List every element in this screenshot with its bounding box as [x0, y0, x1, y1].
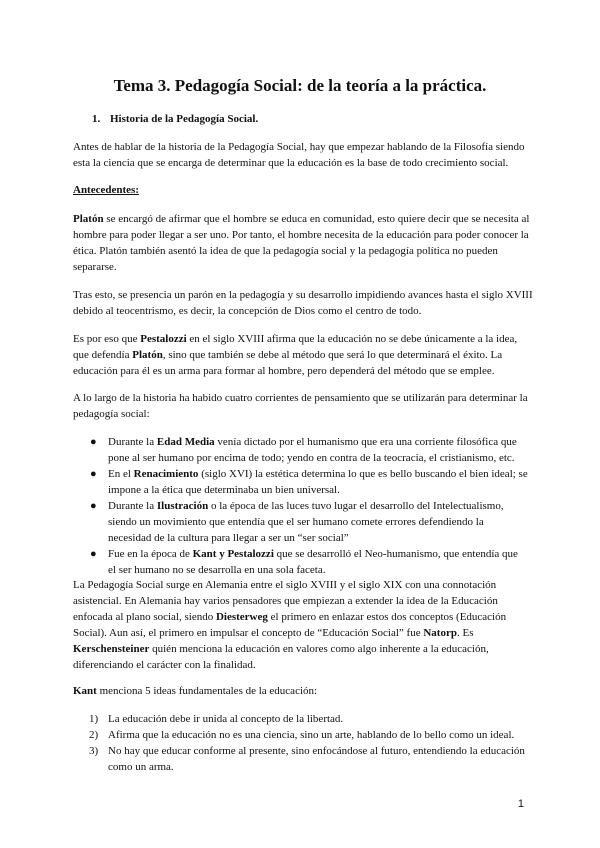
antecedentes-heading: Antecedentes:	[73, 184, 139, 196]
kant-name: Kant	[73, 685, 97, 697]
bullet-text: venía dictado por el humanismo que era una corriente filosófica que pone al ser humano por encima de todo; yendo en contra de la teocracia, el cristianismo, etc.	[108, 436, 517, 464]
list-item	[89, 743, 528, 775]
diesterweg-name: Diesterweg	[215, 611, 268, 623]
list-item	[90, 434, 528, 466]
platon-text: se encargó de afirmar que el hombre se educa en comunidad, esto quiere decir que se necesita al hombre para poder llegar a ser uno. Por tanto, el hombre necesita de la educación para poder conocer la ética. Platón también asentó la idea de que la pedagogía social y la pedagogía política no pueden separarse.	[73, 213, 530, 273]
kant-ideas-list	[89, 711, 528, 775]
list-item	[89, 711, 528, 727]
corrientes-list	[90, 434, 528, 578]
pestalozzi-text-c: en el siglo XVIII afirma que la educación no se debe únicamente a la idea, que defendía	[73, 333, 518, 361]
paron-paragraph: Tras esto, se presencia un parón en la pedagogía y su desarrollo impidiendo avances hasta el siglo XVIII debido al teocentrismo, es decir, la concepción de Dios como el centro de todo.	[73, 289, 533, 317]
bullet-text: Durante la	[108, 436, 157, 448]
kerschensteiner-name: Kerschensteiner	[73, 643, 150, 655]
section-heading-text: Historia de la Pedagogía Social.	[110, 113, 259, 125]
kant-paragraph	[73, 683, 533, 699]
alemania-text: quién menciona la educación en valores como algo inherente a la educación, diferenciando el carácter con la finalidad.	[73, 643, 489, 671]
list-item-text: La educación debe ir unida al concepto de la libertad.	[108, 713, 344, 725]
list-item	[90, 546, 528, 578]
section-number: 1.	[92, 113, 101, 125]
list-item-text: Afirma que la educación no es una ciencia, sino un arte, hablando de lo bello como un ideal.	[108, 729, 515, 741]
list-item-text: No hay que educar conforme al presente, sino enfocándose al futuro, entendiendo la educación como un arma.	[108, 745, 525, 773]
bullet-text: o la época de las luces tuvo lugar el desarrollo del Intelectualismo, siendo un movimiento que entendía que el ser humano comete errores defendiendo la necesidad de la cultura para llegar a ser un “ser social”	[108, 500, 504, 544]
bullet-term: Edad Media	[156, 436, 215, 448]
bullet-text: Fue en la época de	[108, 548, 193, 560]
list-number: 2)	[89, 729, 99, 741]
bullet-text: Durante la	[108, 500, 157, 512]
platon-name-2: Platón	[132, 349, 163, 361]
bullet-term: Renacimiento	[133, 468, 199, 480]
bullet-icon: ●	[90, 548, 97, 560]
bullet-text: En el	[108, 468, 134, 480]
pestalozzi-name: Pestalozzi	[140, 333, 187, 345]
bullet-icon: ●	[90, 436, 97, 448]
alemania-text: La Pedagogía Social surge en Alemania entre el siglo XVIII y el siglo XIX con una connotación asistencial. En Alemania hay varios pensadores que empiezan a extender la idea de la Educación enfocada al plano social, siendo	[73, 579, 498, 623]
pestalozzi-text-a: Es por eso que	[73, 333, 141, 345]
list-number: 3)	[89, 745, 99, 757]
alemania-text: . Es	[456, 627, 474, 639]
kant-text: menciona 5 ideas fundamentales de la educación:	[96, 685, 318, 697]
bullet-icon: ●	[90, 500, 97, 512]
platon-paragraph	[73, 211, 533, 275]
alemania-paragraph	[73, 577, 533, 673]
list-item	[90, 466, 528, 498]
corrientes-paragraph: A lo largo de la historia ha habido cuatro corrientes de pensamiento que se utilizarán para determinar la pedagogía social:	[73, 392, 528, 420]
bullet-text: que se desarrolló el Neo-humanismo, que entendía que el ser humano no se desarrolla en una sola faceta.	[108, 548, 518, 576]
platon-name: Platón	[73, 213, 104, 225]
list-item	[90, 498, 528, 546]
bullet-text: (siglo XVI) la estética determina lo que es bello buscando el bien ideal; se impone a la ética que determinaba un bien universal.	[108, 468, 528, 496]
document-title: Tema 3. Pedagogía Social: de la teoría a la práctica.	[113, 76, 487, 95]
list-number: 1)	[89, 713, 99, 725]
section-heading	[92, 111, 552, 127]
bullet-term: Ilustración	[156, 500, 209, 512]
list-item	[89, 727, 528, 743]
page-number: 1	[517, 798, 524, 810]
bullet-term: Kant y Pestalozzi	[192, 548, 274, 560]
natorp-name: Natorp	[423, 627, 457, 639]
pestalozzi-paragraph	[73, 331, 533, 379]
pestalozzi-text-e: , sino que también se debe al método que será lo que determinará el éxito. La educación para él es un arma para formar al hombre, pero dependerá del método que se emplee.	[73, 349, 503, 377]
intro-paragraph: Antes de hablar de la historia de la Pedagogía Social, hay que empezar hablando de la Filosofía siendo esta la ciencia que se encarga de determinar que la educación es la base de todo crecimiento social.	[73, 141, 525, 169]
alemania-text: el primero en enlazar estos dos conceptos (Educación Social). Aun así, el primero en impulsar el concepto de “Educación Social” fue	[73, 611, 507, 639]
bullet-icon: ●	[90, 468, 97, 480]
